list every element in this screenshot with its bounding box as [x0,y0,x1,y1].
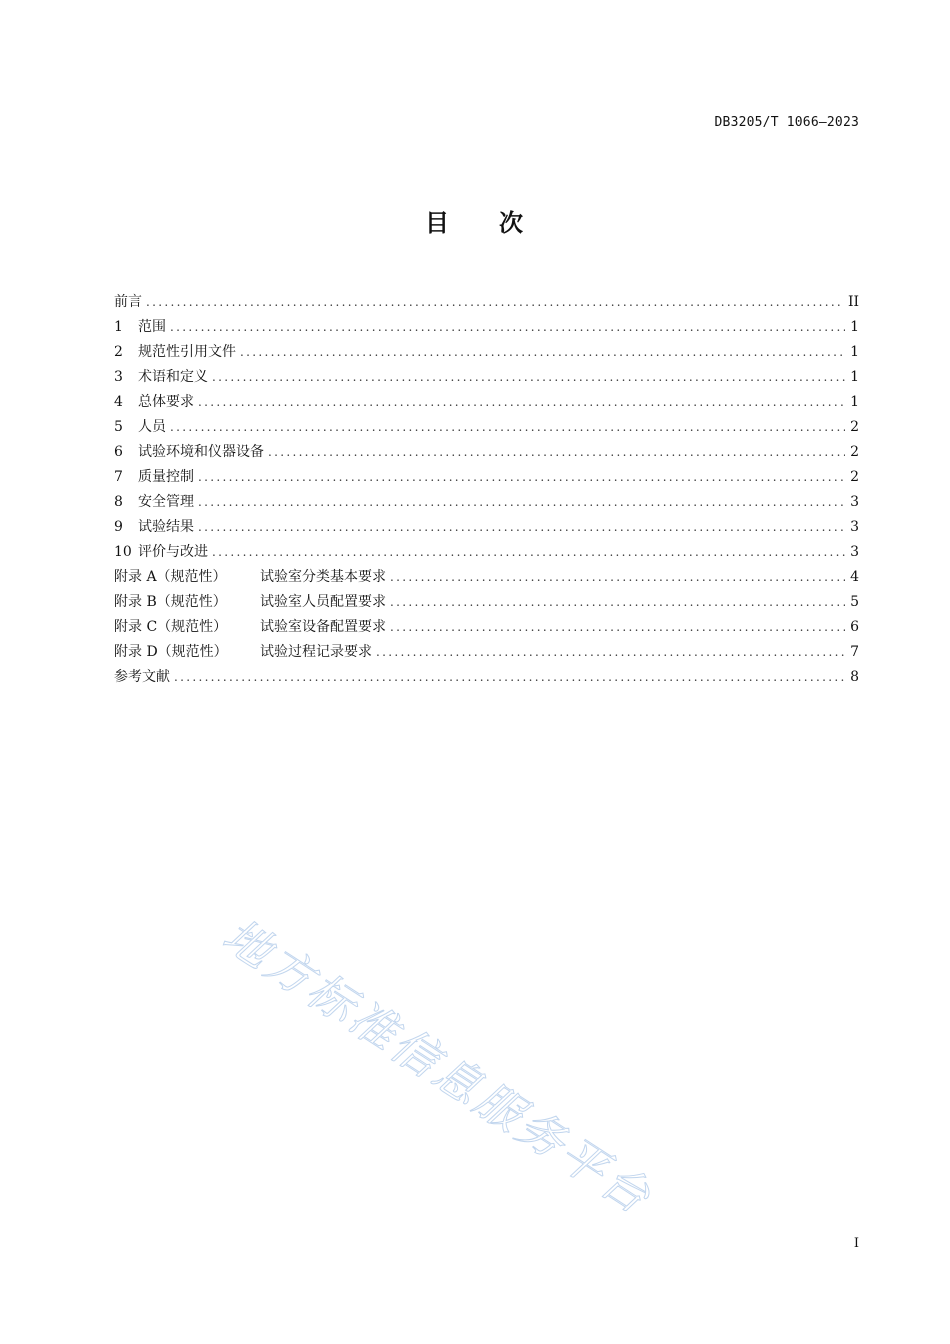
toc-label: 试验过程记录要求 [260,644,372,660]
toc-leader-dots [212,540,845,565]
toc-row-foreword[interactable] [114,290,859,315]
toc-annex-label: 附录 B（规范性） [114,594,227,610]
toc-page-number: 4 [850,569,859,585]
toc-section-number: 3 [114,369,123,385]
toc-section-number: 7 [114,469,123,485]
toc-section-number: 2 [114,344,123,360]
toc-page-number: 1 [850,369,859,385]
toc-page-number: 2 [850,444,859,460]
toc-page-number: 2 [850,469,859,485]
toc-row-annex-b[interactable] [114,590,859,615]
toc-page-number: 3 [850,494,859,510]
toc-row-personnel[interactable] [114,415,859,440]
toc-leader-dots [198,515,845,540]
toc-page-number: 3 [850,519,859,535]
toc-annex-label: 附录 D（规范性） [114,644,228,660]
toc-page-number: 1 [850,394,859,410]
toc-row-bibliography[interactable] [114,665,859,690]
toc-row-test-results[interactable] [114,515,859,540]
toc-row-annex-a[interactable] [114,565,859,590]
toc-row-annex-c[interactable] [114,615,859,640]
toc-section-number: 8 [114,494,123,510]
toc-label: 试验室设备配置要求 [260,619,386,635]
toc-label: 评价与改进 [138,544,208,560]
toc-leader-dots [174,665,845,690]
toc-leader-dots [268,440,845,465]
toc-page-number: II [847,294,859,310]
toc-leader-dots [212,365,845,390]
toc-label: 规范性引用文件 [138,344,236,360]
toc-leader-dots [198,390,845,415]
title-char-2: 次 [499,209,525,237]
toc-label: 术语和定义 [138,369,208,385]
toc-section-number: 6 [114,444,123,460]
toc-annex-label: 附录 A（规范性） [114,569,227,585]
title-char-1: 目 [425,209,451,237]
toc-row-annex-d[interactable] [114,640,859,665]
toc-row-evaluation-improvement[interactable] [114,540,859,565]
toc-leader-dots [390,590,845,615]
toc-page-number: 8 [850,669,859,685]
toc-section-number: 4 [114,394,123,410]
toc-leader-dots [198,490,845,515]
toc-label: 人员 [138,419,166,435]
watermark: 地方标准信息服务平台 [213,907,663,1226]
document-code: DB3205/T 1066—2023 [714,115,859,130]
toc-row-general-requirements[interactable] [114,390,859,415]
toc-leader-dots [376,640,845,665]
toc-page-number: 2 [850,419,859,435]
toc-leader-dots [170,415,845,440]
toc-annex-label: 附录 C（规范性） [114,619,228,635]
toc-leader-dots [240,340,845,365]
toc-leader-dots [390,565,845,590]
toc-label: 试验环境和仪器设备 [138,444,264,460]
toc-section-number: 5 [114,419,123,435]
toc-label: 安全管理 [138,494,194,510]
toc-row-quality-control[interactable] [114,465,859,490]
toc-page-number: 6 [850,619,859,635]
toc-label: 总体要求 [138,394,194,410]
toc-page-number: 5 [850,594,859,610]
toc-row-scope[interactable] [114,315,859,340]
toc-leader-dots [146,290,844,315]
toc-row-environment-equipment[interactable] [114,440,859,465]
toc-row-normative-references[interactable] [114,340,859,365]
toc-section-number: 10 [114,544,132,560]
toc-page-number: 1 [850,344,859,360]
toc-label: 参考文献 [114,669,170,685]
toc-label: 范围 [138,319,166,335]
toc-section-number: 1 [114,319,123,335]
toc-section-number: 9 [114,519,123,535]
toc-leader-dots [198,465,845,490]
toc-row-terms-definitions[interactable] [114,365,859,390]
page-number: I [853,1236,859,1251]
toc-leader-dots [390,615,845,640]
toc-row-safety-management[interactable] [114,490,859,515]
toc-page-number: 7 [850,644,859,660]
toc-page-number: 1 [850,319,859,335]
toc-label: 质量控制 [138,469,194,485]
toc-label: 前言 [114,294,142,310]
toc-label: 试验室人员配置要求 [260,594,386,610]
toc-label: 试验室分类基本要求 [260,569,386,585]
toc-page-number: 3 [850,544,859,560]
page-title [0,203,950,238]
toc-leader-dots [170,315,845,340]
toc-label: 试验结果 [138,519,194,535]
table-of-contents [114,290,859,690]
